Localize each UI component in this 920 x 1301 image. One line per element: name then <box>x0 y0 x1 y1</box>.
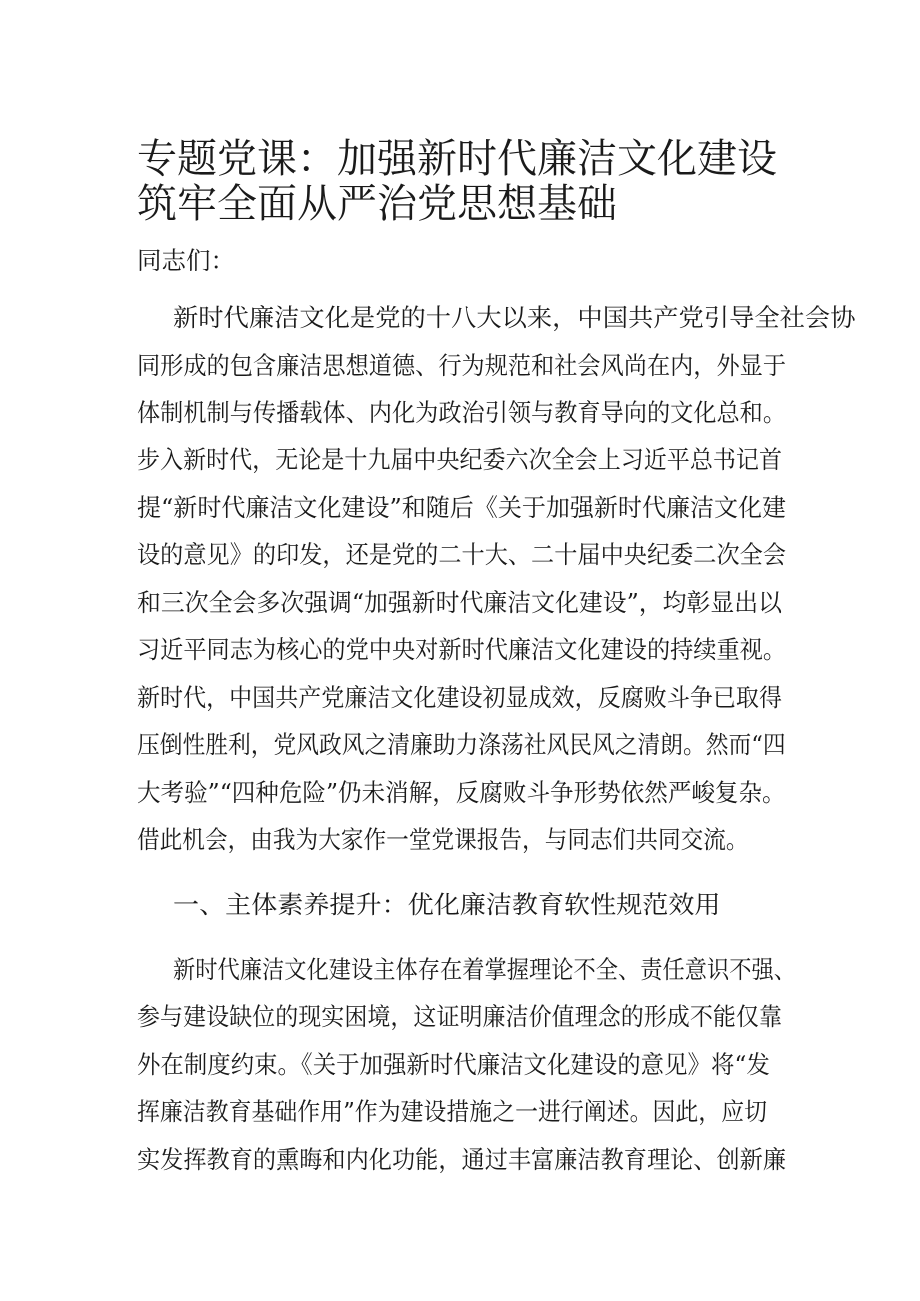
paragraph-2-line: 实发挥教育的熏晦和内化功能，通过丰富廉洁教育理论、创新廉 <box>137 1145 787 1174</box>
paragraph-1-line: 体制机制与传播载体、内化为政治引领与教育导向的文化总和。 <box>137 398 787 427</box>
paragraph-1-line: 习近平同志为核心的党中央对新时代廉洁文化建设的持续重视。 <box>137 635 787 664</box>
paragraph-2-line: 新时代廉洁文化建设主体存在着掌握理论不全、责任意识不强、 <box>173 955 797 984</box>
paragraph-1-line: 大考验”“四种危险”仍未消解，反腐败斗争形势依然严峻复杂。 <box>137 778 786 807</box>
paragraph-1-line: 压倒性胜利，党风政风之清廉助力涤荡社风民风之清朗。然而“四 <box>137 730 786 759</box>
section-1-heading: 一、主体素养提升：优化廉洁教育软性规范效用 <box>173 890 721 919</box>
paragraph-1-line: 新时代，中国共产党廉洁文化建设初显成效，反腐败斗争已取得 <box>137 683 782 712</box>
paragraph-2-line: 参与建设缺位的现实困境，这证明廉洁价值理念的形成不能仅靠 <box>137 1002 782 1031</box>
salutation: 同志们： <box>137 246 235 275</box>
paragraph-1-line: 同形成的包含廉洁思想道德、行为规范和社会风尚在内，外显于 <box>137 351 787 380</box>
paragraph-1-line: 提“新时代廉洁文化建设”和随后《关于加强新时代廉洁文化建 <box>137 493 787 522</box>
paragraph-1-line: 和三次全会多次强调“加强新时代廉洁文化建设”，均彰显出以 <box>137 588 783 617</box>
paragraph-1-line: 新时代廉洁文化是党的十八大以来，中国共产党引导全社会协 <box>173 303 856 332</box>
paragraph-1-line: 设的意见》的印发，还是党的二十大、二十届中央纪委二次全会 <box>137 540 787 569</box>
paragraph-2-line: 挥廉洁教育基础作用”作为建设措施之一进行阐述。因此，应切 <box>137 1097 768 1126</box>
paragraph-1-line: 借此机会，由我为大家作一堂党课报告，与同志们共同交流。 <box>137 825 749 854</box>
paragraph-2-line: 外在制度约束。《关于加强新时代廉洁文化建设的意见》将“发 <box>137 1050 770 1079</box>
document-title: 专题党课：加强新时代廉洁文化建设筑牢全面从严治党思想基础 <box>137 136 777 227</box>
paragraph-1-line: 步入新时代，无论是十九届中央纪委六次全会上习近平总书记首 <box>137 445 782 474</box>
